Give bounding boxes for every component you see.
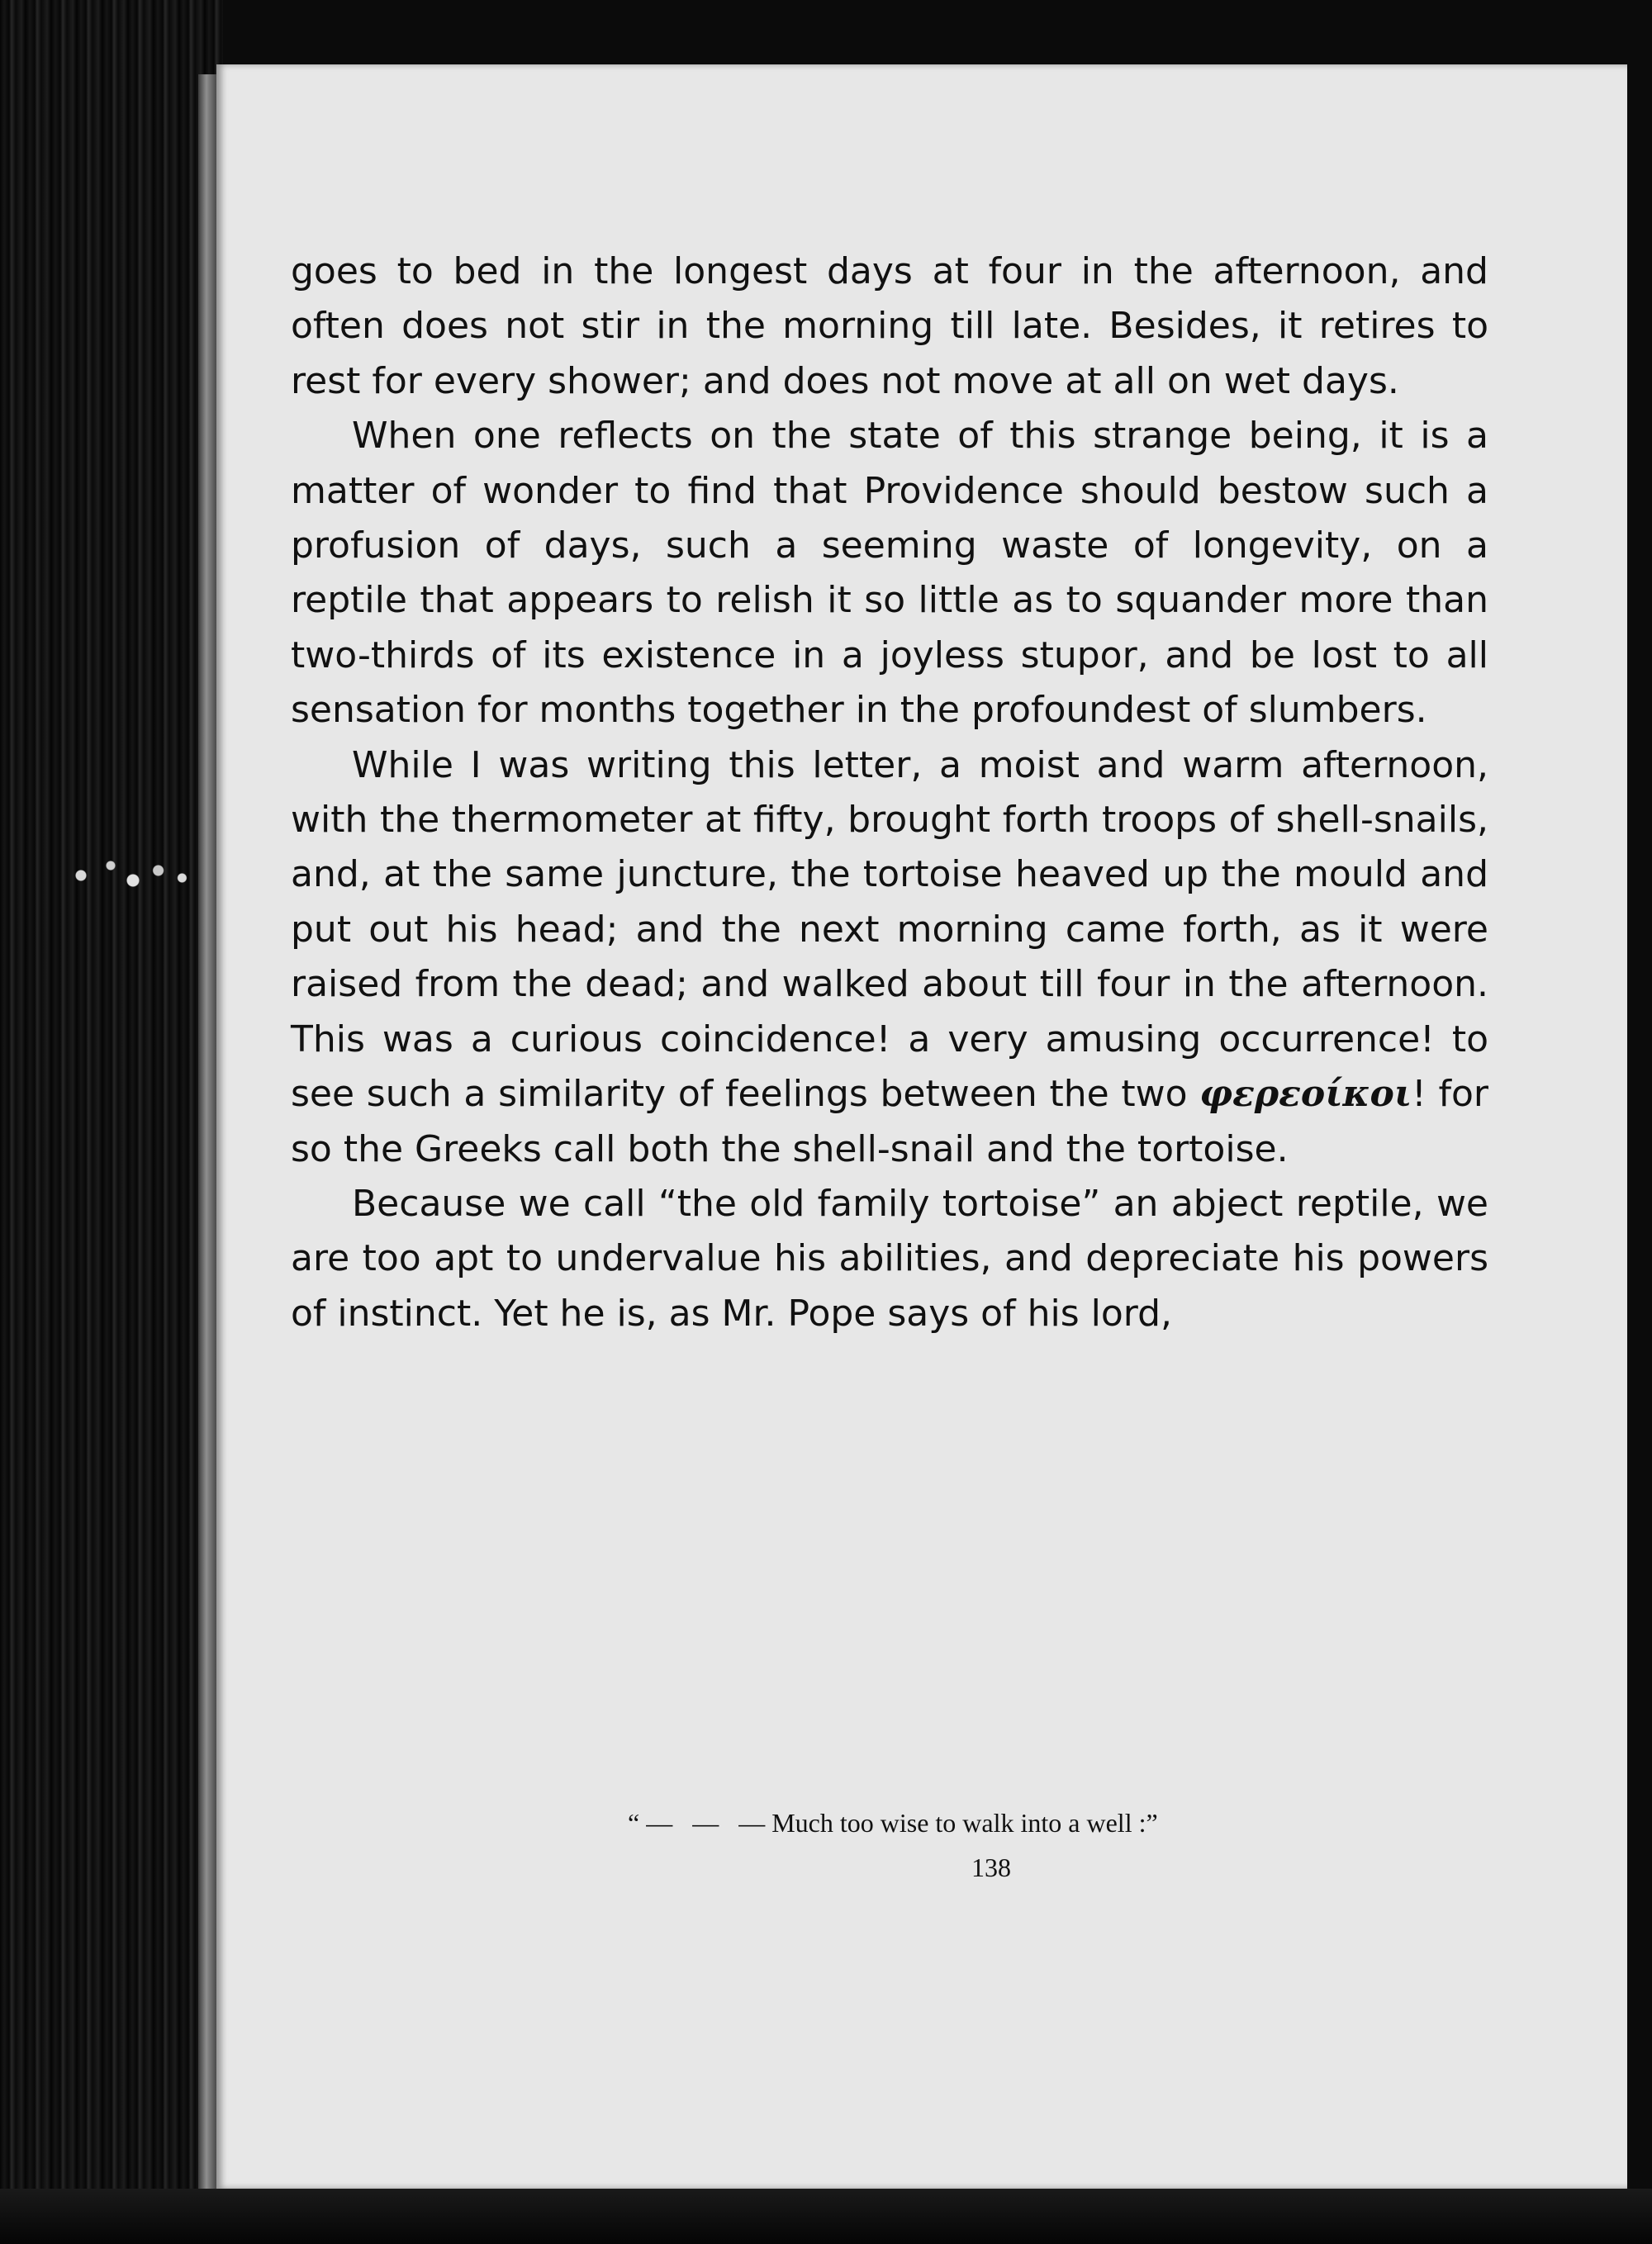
paragraph-3-continuation: for so the Greeks call both the shell-snail and the tortoise. xyxy=(291,1073,1488,1170)
greek-word: φερεοίκοι xyxy=(1199,1073,1412,1116)
paragraph-2: When one reflects on the state of this strange being, it is a matter of wonder to find that Providence should bestow such a profusion of days, such a seeming waste of longevity, on a reptile that appears to relish it so little as to squander more than two-thirds of its existence in a joyless stupor, and be lost to all sensation for months together in the profoundest of slumbers. xyxy=(291,415,1488,732)
greek-word-punctuation: ! xyxy=(1412,1073,1427,1116)
paragraph-3-text: While I was writing this letter, a moist and warm afternoon, with the thermometer at fifty, brought forth troops of shell-snails, and, at the same juncture, the tortoise heaved up the mould and put out his head; and the next morning came forth, as it were raised from the dead; and walked about till four in the afternoon. This was a curious coincidence! a very amusing occurrence! to see such a similarity of feelings between the two xyxy=(291,743,1488,1116)
page-number: 138 xyxy=(971,1853,1011,1882)
page-body-text xyxy=(291,244,1488,1341)
paper-damage-mark xyxy=(51,851,200,900)
verse-quotation: “ — — — Much too wise to walk into a well :” xyxy=(628,1808,1158,1838)
book-spine xyxy=(0,0,223,2244)
paragraph-1: goes to bed in the longest days at four in the afternoon, and often does not stir in the morning till late. Besides, it retires to rest for every shower; and does not move at all on wet days. xyxy=(291,250,1488,402)
paragraph-3 xyxy=(291,738,1488,1177)
scan-bottom-edge xyxy=(0,2189,1652,2244)
paragraph-4: Because we call “the old family tortoise” an abject reptile, we are too apt to undervalue his abilities, and depreciate his powers of instinct. Yet he is, as Mr. Pope says of his lord, xyxy=(291,1182,1488,1335)
page-edges xyxy=(198,74,216,2189)
